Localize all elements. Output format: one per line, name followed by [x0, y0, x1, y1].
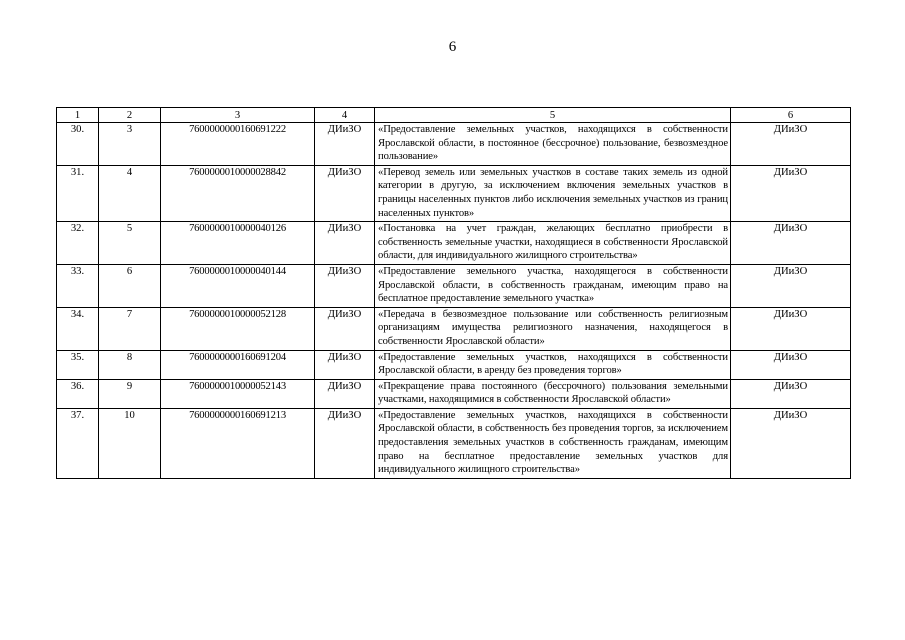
responsible-department: ДИиЗО	[731, 379, 851, 408]
table-row	[57, 123, 851, 166]
row-number: 30.	[57, 123, 99, 166]
service-code: 7600000000160691204	[161, 350, 315, 379]
responsible-department: ДИиЗО	[731, 350, 851, 379]
responsible-department: ДИиЗО	[731, 307, 851, 350]
service-name: «Предоставление земельных участков, находящихся в собственности Ярославской области, в аренду без проведения торгов»	[375, 350, 731, 379]
responsible-department: ДИиЗО	[731, 408, 851, 478]
department: ДИиЗО	[315, 408, 375, 478]
column-header: 1	[57, 108, 99, 123]
service-code: 7600000000160691222	[161, 123, 315, 166]
service-name: «Предоставление земельного участка, находящегося в собственности Ярославской области, в собственность гражданам, имеющим право на бесплатное предоставление земельного участка»	[375, 264, 731, 307]
service-code: 7600000000160691213	[161, 408, 315, 478]
row-number: 32.	[57, 222, 99, 265]
service-code: 7600000010000040144	[161, 264, 315, 307]
table-row	[57, 264, 851, 307]
service-code: 7600000010000028842	[161, 165, 315, 221]
table-row	[57, 307, 851, 350]
responsible-department: ДИиЗО	[731, 264, 851, 307]
row-sub-number: 3	[99, 123, 161, 166]
responsible-department: ДИиЗО	[731, 222, 851, 265]
row-sub-number: 5	[99, 222, 161, 265]
row-sub-number: 6	[99, 264, 161, 307]
column-header: 3	[161, 108, 315, 123]
service-name: «Прекращение права постоянного (бессрочного) пользования земельными участками, находящимися в собственности Ярославской области»	[375, 379, 731, 408]
department: ДИиЗО	[315, 222, 375, 265]
department: ДИиЗО	[315, 123, 375, 166]
table-row	[57, 165, 851, 221]
department: ДИиЗО	[315, 165, 375, 221]
row-number: 37.	[57, 408, 99, 478]
column-header: 5	[375, 108, 731, 123]
responsible-department: ДИиЗО	[731, 165, 851, 221]
service-name: «Перевод земель или земельных участков в составе таких земель из одной категории в другую, за исключением включения земельных участков в границы населенных пунктов либо исключения земельных участков из границ населенных пунктов»	[375, 165, 731, 221]
department: ДИиЗО	[315, 264, 375, 307]
row-sub-number: 4	[99, 165, 161, 221]
table-row	[57, 408, 851, 478]
service-code: 7600000010000052128	[161, 307, 315, 350]
row-sub-number: 8	[99, 350, 161, 379]
department: ДИиЗО	[315, 350, 375, 379]
services-table	[56, 107, 851, 479]
table-row	[57, 350, 851, 379]
service-name: «Предоставление земельных участков, находящихся в собственности Ярославской области, в постоянное (бессрочное) пользование, безвозмездное пользование»	[375, 123, 731, 166]
column-header: 2	[99, 108, 161, 123]
row-sub-number: 9	[99, 379, 161, 408]
responsible-department: ДИиЗО	[731, 123, 851, 166]
row-number: 31.	[57, 165, 99, 221]
service-code: 7600000010000040126	[161, 222, 315, 265]
department: ДИиЗО	[315, 307, 375, 350]
table-row	[57, 222, 851, 265]
service-name: «Предоставление земельных участков, находящихся в собственности Ярославской области, в собственность без проведения торгов, за исключением предоставления земельных участков в собственность гражданам, имеющим право на бесплатное предоставление земельных участков для индивидуального жилищного строительства»	[375, 408, 731, 478]
row-number: 34.	[57, 307, 99, 350]
page-number: 6	[448, 39, 457, 55]
table-header-row	[57, 108, 851, 123]
row-sub-number: 10	[99, 408, 161, 478]
service-name: «Передача в безвозмездное пользование или собственность религиозным организациям имущества религиозного назначения, находящегося в собственности Ярославской области»	[375, 307, 731, 350]
row-number: 36.	[57, 379, 99, 408]
department: ДИиЗО	[315, 379, 375, 408]
column-header: 4	[315, 108, 375, 123]
service-code: 7600000010000052143	[161, 379, 315, 408]
column-header: 6	[731, 108, 851, 123]
table-row	[57, 379, 851, 408]
row-sub-number: 7	[99, 307, 161, 350]
row-number: 33.	[57, 264, 99, 307]
service-name: «Постановка на учет граждан, желающих бесплатно приобрести в собственность земельные участки, находящиеся в собственности Ярославской области, для индивидуального жилищного строительства»	[375, 222, 731, 265]
row-number: 35.	[57, 350, 99, 379]
